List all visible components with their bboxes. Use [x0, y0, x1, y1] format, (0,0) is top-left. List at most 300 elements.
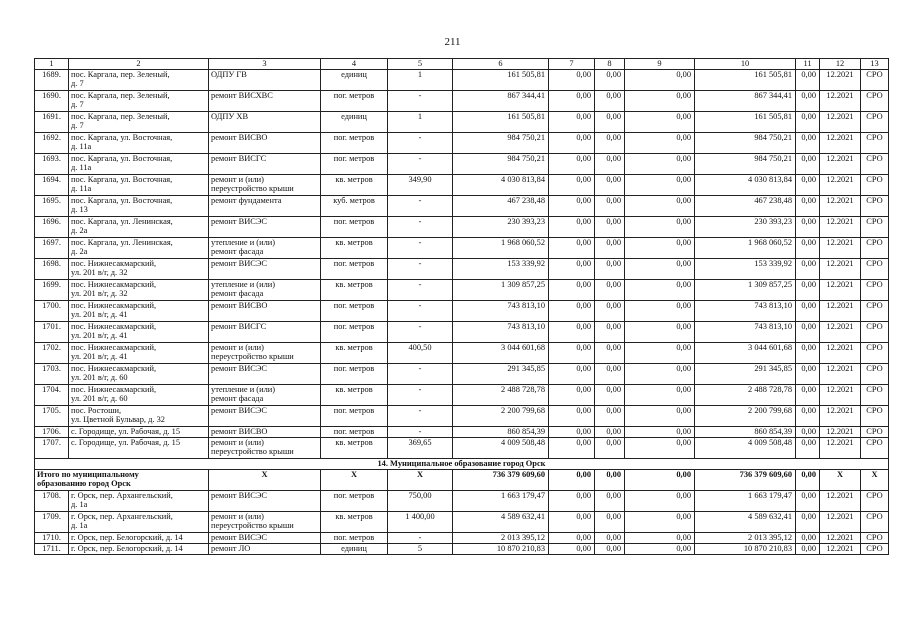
table-row: [35, 544, 889, 555]
address-cell-line: д. 13: [71, 205, 88, 215]
col7-cell: 0,00: [549, 343, 595, 364]
deadline-cell: 12.2021: [820, 259, 861, 280]
deadline-cell: 12.2021: [820, 217, 861, 238]
work-type-cell: [209, 364, 321, 385]
row-number: 1700.: [35, 301, 69, 322]
address-cell-line: пос. Нижнесакмарский,: [71, 322, 157, 331]
work-type-cell-line: ремонт ВИСЭС: [211, 259, 267, 268]
col8-cell: 0,00: [595, 301, 625, 322]
unit-cell: пог. метров: [321, 406, 388, 427]
source-cell: СРО: [861, 70, 889, 91]
address-cell: [69, 154, 209, 175]
col8-cell: 0,00: [595, 385, 625, 406]
column-header: 5: [388, 59, 453, 70]
total-label-line: образованию город Орск: [37, 479, 131, 489]
cost-cell: 161 505,81: [453, 112, 549, 133]
quantity-cell: -: [388, 322, 453, 343]
col9-cell: 0,00: [625, 259, 695, 280]
work-type-cell: [209, 491, 321, 512]
col11-cell: 0,00: [796, 544, 820, 555]
source-cell: СРО: [861, 512, 889, 533]
table-row: [35, 364, 889, 385]
address-cell: [69, 406, 209, 427]
cost-cell: 2 013 395,12: [453, 533, 549, 544]
col9-cell: 0,00: [625, 427, 695, 438]
quantity-cell: -: [388, 91, 453, 112]
unit-cell: пог. метров: [321, 133, 388, 154]
work-type-cell: [209, 427, 321, 438]
col11-cell: 0,00: [796, 70, 820, 91]
address-cell: [69, 385, 209, 406]
cost-cell: 291 345,85: [453, 364, 549, 385]
row-number: 1699.: [35, 280, 69, 301]
col10-cell: 867 344,41: [695, 91, 796, 112]
total-qty: X: [388, 470, 453, 491]
work-type-cell-line: ремонт и (или): [211, 438, 264, 447]
col7-cell: 0,00: [549, 385, 595, 406]
unit-cell: кв. метров: [321, 343, 388, 364]
work-type-cell-line: ремонт и (или): [211, 175, 264, 184]
total-work: X: [209, 470, 321, 491]
quantity-cell: -: [388, 385, 453, 406]
source-cell: СРО: [861, 322, 889, 343]
cost-cell: 467 238,48: [453, 196, 549, 217]
col7-cell: 0,00: [549, 175, 595, 196]
section-title: 14. Муниципальное образование город Орск: [35, 459, 889, 470]
col9-cell: 0,00: [625, 533, 695, 544]
row-number: 1689.: [35, 70, 69, 91]
address-cell-line: пос. Каргала, пер. Зеленый,: [71, 70, 170, 79]
work-type-cell: [209, 322, 321, 343]
work-type-cell: [209, 385, 321, 406]
col9-cell: 0,00: [625, 322, 695, 343]
address-cell: [69, 343, 209, 364]
col8-cell: 0,00: [595, 238, 625, 259]
col10-cell: 467 238,48: [695, 196, 796, 217]
col7-cell: 0,00: [549, 533, 595, 544]
table-row: [35, 322, 889, 343]
row-number: 1701.: [35, 322, 69, 343]
row-number: 1706.: [35, 427, 69, 438]
address-cell-line: пос. Каргала, ул. Восточная,: [71, 196, 173, 205]
work-type-cell: [209, 196, 321, 217]
cost-cell: 4 030 813,84: [453, 175, 549, 196]
quantity-cell: 369,65: [388, 438, 453, 459]
work-type-cell-line: ремонт ВИСВО: [211, 301, 268, 310]
quantity-cell: -: [388, 238, 453, 259]
table-row: [35, 301, 889, 322]
address-cell-line: пос. Ростоши,: [71, 406, 122, 415]
col8-cell: 0,00: [595, 438, 625, 459]
col9-cell: 0,00: [625, 301, 695, 322]
column-header: 12: [820, 59, 861, 70]
work-type-cell: [209, 70, 321, 91]
quantity-cell: 400,50: [388, 343, 453, 364]
table-row: [35, 196, 889, 217]
work-type-cell-line: переустройство крыши: [211, 521, 294, 531]
col8-cell: 0,00: [595, 406, 625, 427]
col10-cell: 153 339,92: [695, 259, 796, 280]
work-type-cell-line: ремонт фасада: [211, 247, 264, 257]
source-cell: СРО: [861, 491, 889, 512]
row-number: 1694.: [35, 175, 69, 196]
work-type-cell: [209, 301, 321, 322]
deadline-cell: 12.2021: [820, 154, 861, 175]
source-cell: СРО: [861, 217, 889, 238]
total-col8: 0,00: [595, 470, 625, 491]
col11-cell: 0,00: [796, 112, 820, 133]
unit-cell: кв. метров: [321, 438, 388, 459]
col10-cell: 2 488 728,78: [695, 385, 796, 406]
address-cell-line: пос. Нижнесакмарский,: [71, 280, 157, 289]
col8-cell: 0,00: [595, 512, 625, 533]
col8-cell: 0,00: [595, 280, 625, 301]
col9-cell: 0,00: [625, 91, 695, 112]
deadline-cell: 12.2021: [820, 512, 861, 533]
deadline-cell: 12.2021: [820, 280, 861, 301]
cost-cell: 860 854,39: [453, 427, 549, 438]
col7-cell: 0,00: [549, 217, 595, 238]
address-cell-line: пос. Каргала, ул. Ленинская,: [71, 217, 173, 226]
unit-cell: кв. метров: [321, 238, 388, 259]
col10-cell: 4 030 813,84: [695, 175, 796, 196]
col9-cell: 0,00: [625, 175, 695, 196]
deadline-cell: 12.2021: [820, 533, 861, 544]
address-cell-line: ул. 201 в/г, д. 60: [71, 394, 128, 404]
cost-cell: 161 505,81: [453, 70, 549, 91]
address-cell: [69, 364, 209, 385]
work-type-cell-line: ремонт и (или): [211, 512, 264, 521]
address-cell-line: д. 7: [71, 79, 84, 89]
work-type-cell-line: ремонт ВИСЭС: [211, 217, 267, 226]
address-cell-line: ул. 201 в/г, д. 41: [71, 331, 128, 341]
total-col11: 0,00: [796, 470, 820, 491]
col11-cell: 0,00: [796, 364, 820, 385]
deadline-cell: 12.2021: [820, 175, 861, 196]
work-type-cell: [209, 112, 321, 133]
col9-cell: 0,00: [625, 196, 695, 217]
col7-cell: 0,00: [549, 406, 595, 427]
col8-cell: 0,00: [595, 364, 625, 385]
quantity-cell: 5: [388, 544, 453, 555]
col7-cell: 0,00: [549, 322, 595, 343]
work-type-cell: [209, 154, 321, 175]
work-type-cell-line: ОДПУ ХВ: [211, 112, 249, 121]
col7-cell: 0,00: [549, 238, 595, 259]
col7-cell: 0,00: [549, 364, 595, 385]
address-cell-line: д. 2а: [71, 226, 88, 236]
address-cell-line: пос. Нижнесакмарский,: [71, 301, 157, 310]
total-cost: 736 379 609,60: [453, 470, 549, 491]
col10-cell: 10 870 210,83: [695, 544, 796, 555]
column-header: 7: [549, 59, 595, 70]
cost-cell: 2 200 799,68: [453, 406, 549, 427]
column-header: 11: [796, 59, 820, 70]
cost-cell: 2 488 728,78: [453, 385, 549, 406]
section-orsk: [35, 459, 889, 491]
column-header: 8: [595, 59, 625, 70]
col10-cell: 743 813,10: [695, 322, 796, 343]
col7-cell: 0,00: [549, 259, 595, 280]
unit-cell: пог. метров: [321, 154, 388, 175]
unit-cell: пог. метров: [321, 491, 388, 512]
quantity-cell: 1: [388, 112, 453, 133]
work-type-cell-line: ремонт ВИСХВС: [211, 91, 273, 100]
col8-cell: 0,00: [595, 343, 625, 364]
table-row: [35, 175, 889, 196]
work-type-cell: [209, 343, 321, 364]
deadline-cell: 12.2021: [820, 438, 861, 459]
deadline-cell: 12.2021: [820, 343, 861, 364]
cost-cell: 984 750,21: [453, 154, 549, 175]
row-number: 1702.: [35, 343, 69, 364]
capital-repair-table: [34, 58, 889, 555]
address-cell-line: пос. Нижнесакмарский,: [71, 343, 157, 352]
work-type-cell-line: переустройство крыши: [211, 352, 294, 362]
col9-cell: 0,00: [625, 343, 695, 364]
work-type-cell-line: ремонт ВИСГС: [211, 322, 267, 331]
work-type-cell-line: ремонт ВИСЭС: [211, 491, 267, 500]
address-cell: [69, 91, 209, 112]
col10-cell: 2 200 799,68: [695, 406, 796, 427]
cost-cell: 10 870 210,83: [453, 544, 549, 555]
col7-cell: 0,00: [549, 280, 595, 301]
work-type-cell-line: ремонт фасада: [211, 394, 264, 404]
work-type-cell-line: ремонт ЛО: [211, 544, 251, 553]
section-row: [35, 459, 889, 470]
address-cell-line: д. 7: [71, 100, 84, 110]
source-cell: СРО: [861, 91, 889, 112]
row-number: 1708.: [35, 491, 69, 512]
address-cell-line: пос. Каргала, ул. Восточная,: [71, 175, 173, 184]
unit-cell: кв. метров: [321, 385, 388, 406]
unit-cell: пог. метров: [321, 427, 388, 438]
quantity-cell: 349,90: [388, 175, 453, 196]
col7-cell: 0,00: [549, 112, 595, 133]
col11-cell: 0,00: [796, 385, 820, 406]
row-number: 1704.: [35, 385, 69, 406]
total-col10: 736 379 609,60: [695, 470, 796, 491]
unit-cell: пог. метров: [321, 91, 388, 112]
source-cell: СРО: [861, 533, 889, 544]
deadline-cell: 12.2021: [820, 491, 861, 512]
address-cell-line: с. Городище, ул. Рабочая, д. 15: [71, 427, 181, 436]
col11-cell: 0,00: [796, 259, 820, 280]
work-type-cell-line: ремонт фундамента: [211, 196, 282, 205]
work-type-cell-line: ремонт ВИСЭС: [211, 533, 267, 542]
table-row: [35, 438, 889, 459]
col11-cell: 0,00: [796, 343, 820, 364]
quantity-cell: -: [388, 406, 453, 427]
cost-cell: 984 750,21: [453, 133, 549, 154]
deadline-cell: 12.2021: [820, 427, 861, 438]
unit-cell: куб. метров: [321, 196, 388, 217]
quantity-cell: 1: [388, 70, 453, 91]
work-type-cell: [209, 280, 321, 301]
total-col7: 0,00: [549, 470, 595, 491]
col11-cell: 0,00: [796, 301, 820, 322]
row-number: 1698.: [35, 259, 69, 280]
cost-cell: 1 309 857,25: [453, 280, 549, 301]
work-type-cell: [209, 175, 321, 196]
col8-cell: 0,00: [595, 491, 625, 512]
col10-cell: 2 013 395,12: [695, 533, 796, 544]
unit-cell: единиц: [321, 70, 388, 91]
deadline-cell: 12.2021: [820, 196, 861, 217]
cost-cell: 4 009 508,48: [453, 438, 549, 459]
work-type-cell: [209, 238, 321, 259]
address-cell-line: г. Орск, пер. Архангельский,: [71, 512, 173, 521]
row-number: 1697.: [35, 238, 69, 259]
work-type-cell: [209, 91, 321, 112]
cost-cell: 743 813,10: [453, 322, 549, 343]
column-header: 4: [321, 59, 388, 70]
quantity-cell: 1 400,00: [388, 512, 453, 533]
table-row: [35, 533, 889, 544]
quantity-cell: 750,00: [388, 491, 453, 512]
col11-cell: 0,00: [796, 196, 820, 217]
source-cell: СРО: [861, 133, 889, 154]
address-cell-line: д. 11а: [71, 163, 92, 173]
work-type-cell: [209, 259, 321, 280]
table-row: [35, 70, 889, 91]
col7-cell: 0,00: [549, 301, 595, 322]
col11-cell: 0,00: [796, 154, 820, 175]
table-row: [35, 112, 889, 133]
unit-cell: пог. метров: [321, 322, 388, 343]
col10-cell: 161 505,81: [695, 112, 796, 133]
address-cell-line: г. Орск, пер. Архангельский,: [71, 491, 173, 500]
row-number: 1709.: [35, 512, 69, 533]
work-type-cell-line: ремонт ВИСГС: [211, 154, 267, 163]
work-type-cell: [209, 512, 321, 533]
cost-cell: 867 344,41: [453, 91, 549, 112]
table-row: [35, 406, 889, 427]
address-cell-line: д. 11а: [71, 184, 92, 194]
col8-cell: 0,00: [595, 217, 625, 238]
source-cell: СРО: [861, 544, 889, 555]
work-type-cell: [209, 133, 321, 154]
table-row: [35, 385, 889, 406]
address-cell-line: пос. Каргала, пер. Зеленый,: [71, 112, 170, 121]
address-cell: [69, 438, 209, 459]
unit-cell: пог. метров: [321, 217, 388, 238]
col9-cell: 0,00: [625, 238, 695, 259]
col7-cell: 0,00: [549, 438, 595, 459]
col8-cell: 0,00: [595, 70, 625, 91]
table-body-orsk: [35, 491, 889, 555]
row-number: 1691.: [35, 112, 69, 133]
col7-cell: 0,00: [549, 154, 595, 175]
col9-cell: 0,00: [625, 385, 695, 406]
address-cell-line: пос. Нижнесакмарский,: [71, 364, 157, 373]
quantity-cell: -: [388, 280, 453, 301]
deadline-cell: 12.2021: [820, 112, 861, 133]
deadline-cell: 12.2021: [820, 322, 861, 343]
col7-cell: 0,00: [549, 133, 595, 154]
column-number-row: [35, 59, 889, 70]
col10-cell: 4 589 632,41: [695, 512, 796, 533]
work-type-cell-line: утепление и (или): [211, 238, 276, 247]
unit-cell: пог. метров: [321, 259, 388, 280]
quantity-cell: -: [388, 259, 453, 280]
col11-cell: 0,00: [796, 438, 820, 459]
col10-cell: 230 393,23: [695, 217, 796, 238]
col11-cell: 0,00: [796, 512, 820, 533]
unit-cell: пог. метров: [321, 364, 388, 385]
cost-cell: 230 393,23: [453, 217, 549, 238]
deadline-cell: 12.2021: [820, 406, 861, 427]
table-row: [35, 491, 889, 512]
deadline-cell: 12.2021: [820, 301, 861, 322]
unit-cell: пог. метров: [321, 533, 388, 544]
cost-cell: 4 589 632,41: [453, 512, 549, 533]
address-cell-line: г. Орск, пер. Белогорский, д. 14: [71, 544, 183, 553]
cost-cell: 153 339,92: [453, 259, 549, 280]
deadline-cell: 12.2021: [820, 133, 861, 154]
col10-cell: 4 009 508,48: [695, 438, 796, 459]
total-col12: X: [820, 470, 861, 491]
total-label-line: Итого по муниципальному: [37, 470, 139, 479]
work-type-cell-line: переустройство крыши: [211, 184, 294, 194]
col7-cell: 0,00: [549, 491, 595, 512]
col8-cell: 0,00: [595, 544, 625, 555]
col11-cell: 0,00: [796, 133, 820, 154]
col9-cell: 0,00: [625, 364, 695, 385]
table-body-settlements: [35, 70, 889, 459]
col9-cell: 0,00: [625, 217, 695, 238]
source-cell: СРО: [861, 280, 889, 301]
column-header: 2: [69, 59, 209, 70]
col8-cell: 0,00: [595, 427, 625, 438]
col9-cell: 0,00: [625, 133, 695, 154]
col7-cell: 0,00: [549, 544, 595, 555]
col10-cell: 860 854,39: [695, 427, 796, 438]
table-row: [35, 217, 889, 238]
page-number: 211: [444, 36, 461, 48]
address-cell: [69, 280, 209, 301]
address-cell-line: с. Городище, ул. Рабочая, д. 15: [71, 438, 181, 447]
quantity-cell: -: [388, 533, 453, 544]
table-row: [35, 91, 889, 112]
col9-cell: 0,00: [625, 154, 695, 175]
quantity-cell: -: [388, 196, 453, 217]
row-number: 1711.: [35, 544, 69, 555]
col11-cell: 0,00: [796, 491, 820, 512]
deadline-cell: 12.2021: [820, 385, 861, 406]
column-header: 6: [453, 59, 549, 70]
total-label: [35, 470, 209, 491]
work-type-cell-line: утепление и (или): [211, 280, 276, 289]
col11-cell: 0,00: [796, 406, 820, 427]
source-cell: СРО: [861, 427, 889, 438]
address-cell-line: д. 11а: [71, 142, 92, 152]
address-cell: [69, 491, 209, 512]
col11-cell: 0,00: [796, 322, 820, 343]
deadline-cell: 12.2021: [820, 91, 861, 112]
col7-cell: 0,00: [549, 196, 595, 217]
address-cell: [69, 533, 209, 544]
col9-cell: 0,00: [625, 491, 695, 512]
address-cell: [69, 133, 209, 154]
address-cell: [69, 512, 209, 533]
work-type-cell-line: ремонт ВИСЭС: [211, 406, 267, 415]
col8-cell: 0,00: [595, 196, 625, 217]
source-cell: СРО: [861, 406, 889, 427]
quantity-cell: -: [388, 217, 453, 238]
col10-cell: 161 505,81: [695, 70, 796, 91]
total-col13: X: [861, 470, 889, 491]
